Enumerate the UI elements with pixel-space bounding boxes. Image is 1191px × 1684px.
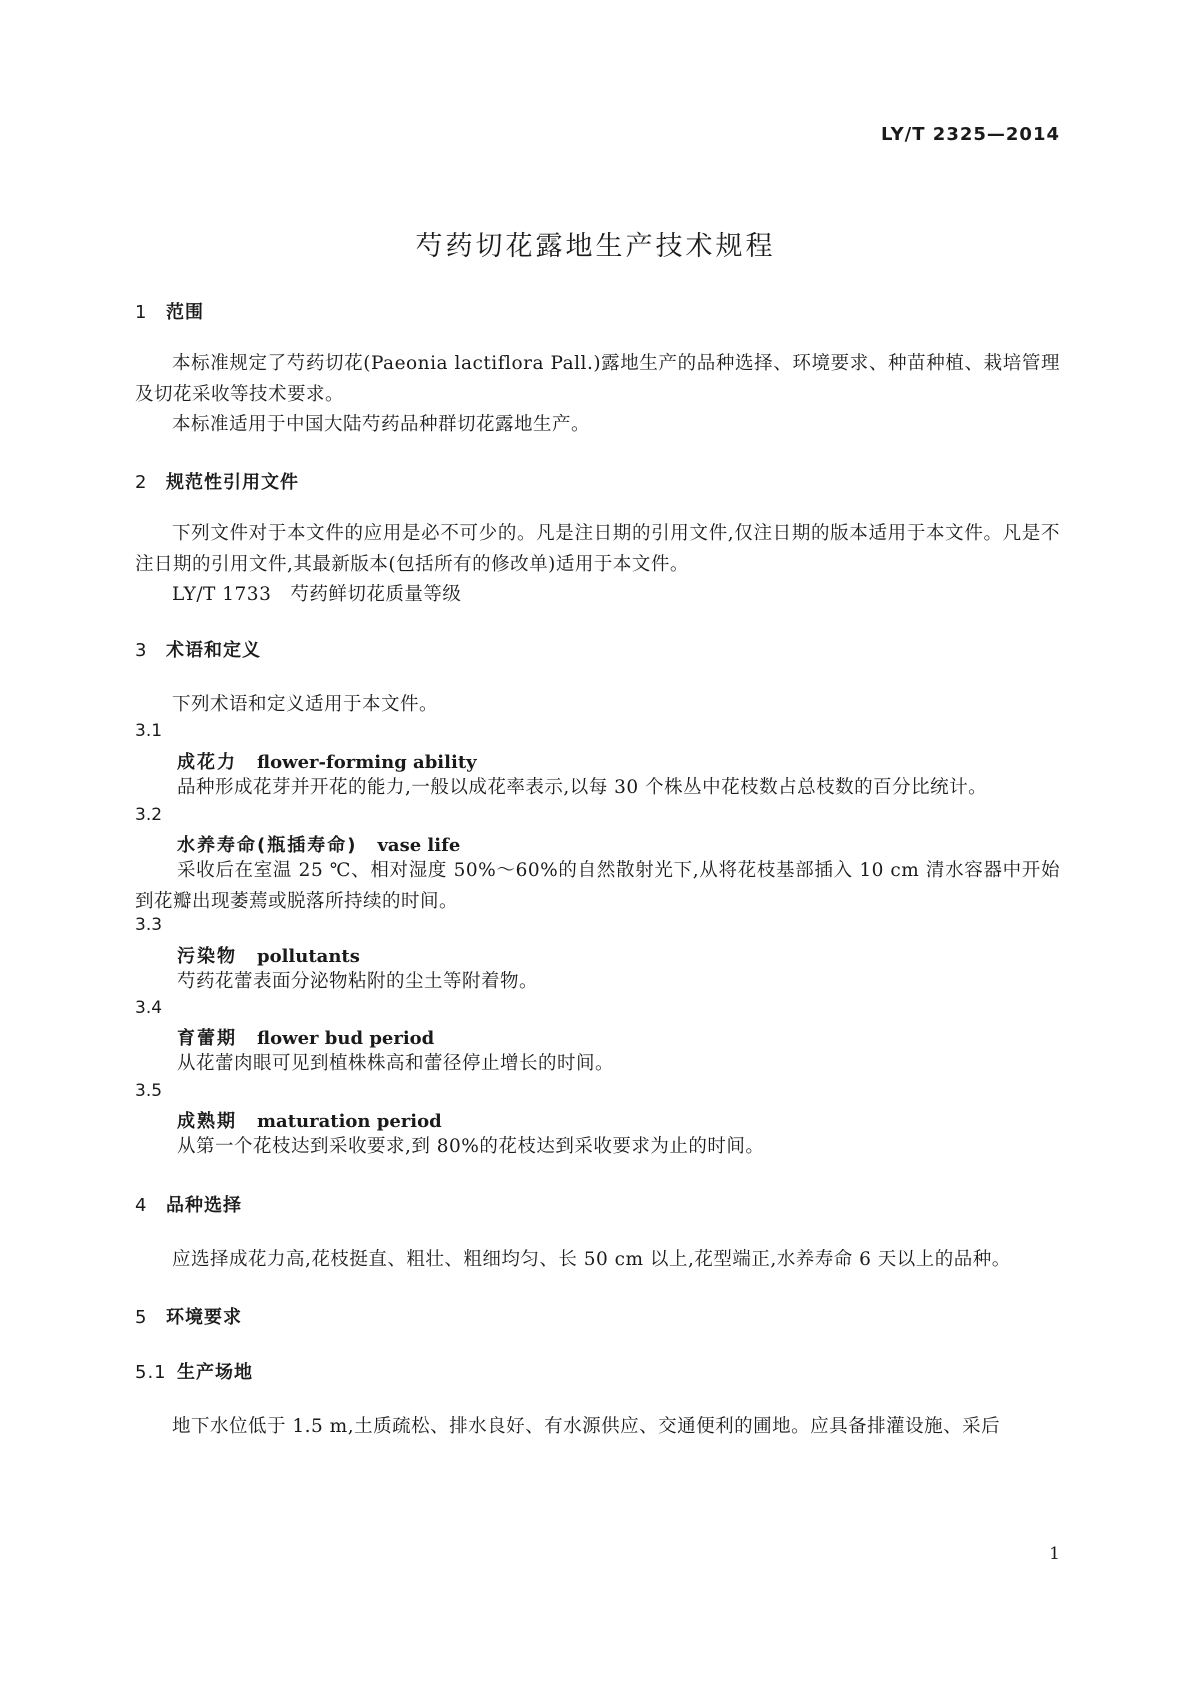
section-title: 术语和定义 bbox=[166, 640, 261, 661]
section-1-paragraph-2: 本标准适用于中国大陆芍药品种群切花露地生产。 bbox=[172, 414, 591, 435]
term-definition: 品种形成花芽并开花的能力,一般以成花率表示,以每 30 个株丛中花枝数占总枝数的百分比统计。 bbox=[177, 777, 988, 798]
section-2-heading bbox=[135, 468, 299, 494]
document-title: 芍药切花露地生产技术规程 bbox=[415, 231, 776, 262]
subsection-5-1-paragraph-1: 地下水位低于 1.5 m,土质疏松、排水良好、有水源供应、交通便利的圃地。应具备排灌设施、采后 bbox=[172, 1416, 1001, 1437]
term-number: 3.1 bbox=[135, 721, 163, 741]
section-title: 生产场地 bbox=[177, 1362, 253, 1383]
page-number: 1 bbox=[1049, 1544, 1060, 1564]
section-number: 4 bbox=[135, 1195, 148, 1216]
subsection-5-1-heading bbox=[135, 1358, 253, 1384]
term-number: 3.5 bbox=[135, 1081, 163, 1101]
term-definition: 芍药花蕾表面分泌物粘附的尘土等附着物。 bbox=[177, 971, 539, 992]
section-title: 环境要求 bbox=[166, 1307, 242, 1328]
section-title: 品种选择 bbox=[166, 1195, 242, 1216]
term-number: 3.2 bbox=[135, 805, 163, 825]
term-english: pollutants bbox=[257, 946, 360, 967]
term-heading bbox=[177, 1024, 434, 1050]
term-heading bbox=[177, 942, 360, 968]
term-english: flower bud period bbox=[257, 1028, 435, 1049]
section-number: 1 bbox=[135, 302, 148, 323]
term-heading bbox=[177, 831, 460, 857]
term-definition: 采收后在室温 25 ℃、相对湿度 50%～60%的自然散射光下,从将花枝基部插入 10 cm 清水容器中开始到花瓣出现萎蔫或脱落所持续的时间。 bbox=[135, 860, 1060, 912]
section-number: 5 bbox=[135, 1307, 148, 1328]
section-5-heading bbox=[135, 1303, 242, 1329]
section-number: 5.1 bbox=[135, 1362, 167, 1383]
term-chinese: 育蕾期 bbox=[177, 1028, 237, 1049]
section-number: 2 bbox=[135, 472, 148, 493]
term-chinese: 成熟期 bbox=[177, 1111, 237, 1132]
section-number: 3 bbox=[135, 640, 148, 661]
term-definition: 从第一个花枝达到采收要求,到 80%的花枝达到采收要求为止的时间。 bbox=[177, 1136, 765, 1157]
section-title: 规范性引用文件 bbox=[166, 472, 299, 493]
section-4-heading bbox=[135, 1191, 242, 1217]
term-definition: 从花蕾肉眼可见到植株株高和蕾径停止增长的时间。 bbox=[177, 1053, 615, 1074]
term-chinese: 污染物 bbox=[177, 946, 237, 967]
term-chinese: 成花力 bbox=[177, 752, 237, 773]
section-1-heading bbox=[135, 298, 204, 324]
term-english: maturation period bbox=[257, 1111, 442, 1132]
term-heading bbox=[177, 748, 477, 774]
term-number: 3.3 bbox=[135, 915, 163, 935]
section-3-heading bbox=[135, 636, 261, 662]
section-1-paragraph-1: 本标准规定了芍药切花(Paeonia lactiflora Pall.)露地生产的品种选择、环境要求、种苗种植、栽培管理及切花采收等技术要求。 bbox=[135, 353, 1060, 405]
section-title: 范围 bbox=[166, 302, 204, 323]
normative-reference: LY/T 1733 芍药鲜切花质量等级 bbox=[172, 584, 462, 605]
term-heading bbox=[177, 1107, 442, 1133]
term-chinese: 水养寿命(瓶插寿命) bbox=[177, 835, 358, 856]
section-3-intro: 下列术语和定义适用于本文件。 bbox=[172, 694, 439, 715]
term-english: flower-forming ability bbox=[257, 752, 477, 773]
term-number: 3.4 bbox=[135, 998, 163, 1018]
standard-code: LY/T 2325—2014 bbox=[880, 124, 1060, 145]
section-2-paragraph-1: 下列文件对于本文件的应用是必不可少的。凡是注日期的引用文件,仅注日期的版本适用于本文件。凡是不注日期的引用文件,其最新版本(包括所有的修改单)适用于本文件。 bbox=[135, 523, 1060, 575]
section-4-paragraph-1: 应选择成花力高,花枝挺直、粗壮、粗细均匀、长 50 cm 以上,花型端正,水养寿命 6 天以上的品种。 bbox=[172, 1249, 1011, 1270]
term-english: vase life bbox=[377, 835, 461, 856]
